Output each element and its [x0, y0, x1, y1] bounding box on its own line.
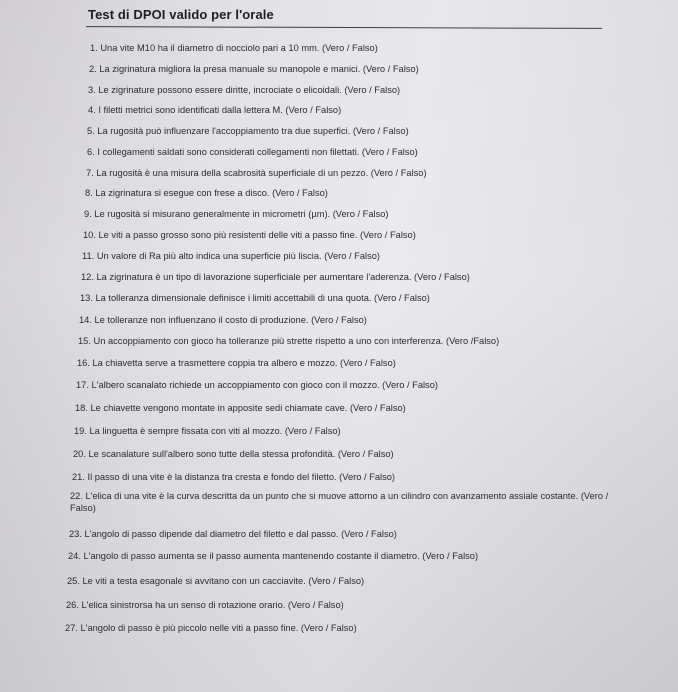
question-12: 12. La zigrinatura è un tipo di lavorazione superficiale per aumentare l'aderenza. (Vero / Falso) [81, 272, 470, 282]
question-3: 3. Le zigrinature possono essere diritte, incrociate o elicoidali. (Vero / Falso) [88, 85, 401, 95]
question-21: 21. Il passo di una vite è la distanza tra cresta e fondo del filetto. (Vero / Falso) [72, 472, 395, 482]
question-26: 26. L'elica sinistrorsa ha un senso di rotazione orario. (Vero / Falso) [66, 600, 344, 610]
question-19: 19. La linguetta è sempre fissata con viti al mozzo. (Vero / Falso) [74, 426, 341, 436]
title-underline [86, 26, 602, 29]
question-23: 23. L'angolo di passo dipende dal diametro del filetto e dal passo. (Vero / Falso) [69, 529, 397, 539]
question-20: 20. Le scanalature sull'albero sono tutte della stessa profondità. (Vero / Falso) [73, 449, 394, 459]
question-6: 6. I collegamenti saldati sono considerati collegamenti non filettati. (Vero / Falso) [87, 147, 418, 157]
document-title: Test di DPOI valido per l'orale [88, 7, 274, 22]
question-1: 1. Una vite M10 ha il diametro di nocciolo pari a 10 mm. (Vero / Falso) [90, 43, 378, 53]
question-2: 2. La zigrinatura migliora la presa manuale su manopole e manici. (Vero / Falso) [89, 64, 419, 74]
question-4: 4. I filetti metrici sono identificati dalla lettera M. (Vero / Falso) [88, 105, 342, 115]
question-7: 7. La rugosità è una misura della scabrosità superficiale di un pezzo. (Vero / Falso) [86, 168, 427, 178]
question-17: 17. L'albero scanalato richiede un accoppiamento con gioco con il mozzo. (Vero / Falso) [76, 380, 438, 390]
question-11: 11. Un valore di Ra più alto indica una superficie più liscia. (Vero / Falso) [82, 251, 380, 261]
question-14: 14. Le tolleranze non influenzano il costo di produzione. (Vero / Falso) [79, 315, 367, 325]
question-18: 18. Le chiavette vengono montate in apposite sedi chiamate cave. (Vero / Falso) [75, 403, 406, 413]
question-25: 25. Le viti a testa esagonale si avvitano con un cacciavite. (Vero / Falso) [67, 576, 365, 586]
question-27: 27. L'angolo di passo è più piccolo nelle viti a passo fine. (Vero / Falso) [65, 623, 357, 633]
question-16: 16. La chiavetta serve a trasmettere coppia tra albero e mozzo. (Vero / Falso) [77, 358, 396, 368]
question-10: 10. Le viti a passo grosso sono più resistenti delle viti a passo fine. (Vero / Falso) [83, 230, 416, 240]
question-15: 15. Un accoppiamento con gioco ha tolleranze più strette rispetto a uno con interferenza. (Vero /Falso) [78, 336, 500, 346]
question-5: 5. La rugosità può influenzare l'accoppiamento tra due superfici. (Vero / Falso) [87, 126, 409, 136]
question-13: 13. La tolleranza dimensionale definisce i limiti accettabili di una quota. (Vero / Falso) [80, 293, 430, 303]
question-9: 9. Le rugosità si misurano generalmente in micrometri (µm). (Vero / Falso) [84, 209, 389, 219]
question-22: 22. L'elica di una vite è la curva descritta da un punto che si muove attorno a un cilindro con avanzamento assiale costante. (Vero / Falso) [70, 491, 609, 513]
question-8: 8. La zigrinatura si esegue con frese a disco. (Vero / Falso) [85, 188, 328, 198]
question-24: 24. L'angolo di passo aumenta se il passo aumenta mantenendo costante il diametro. (Vero / Falso) [68, 551, 479, 561]
